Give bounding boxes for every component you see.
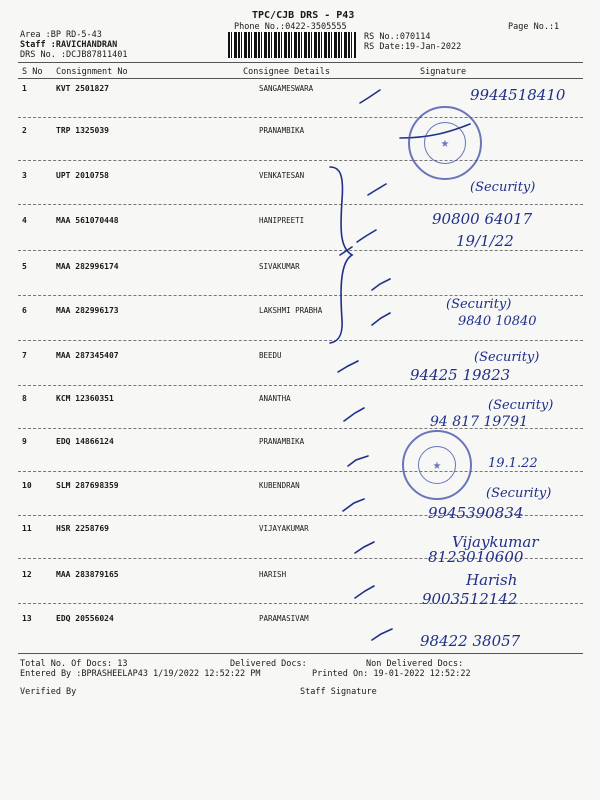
non-delivered-docs: Non Delivered Docs: <box>366 659 464 669</box>
rs-date: RS Date:19-Jan-2022 <box>364 42 462 52</box>
row-sno: 13 <box>22 614 32 623</box>
drs-title: TPC/CJB DRS - P43 <box>252 10 355 21</box>
handwritten-phone: 94 817 19791 <box>430 414 528 430</box>
row-sno: 2 <box>22 126 27 135</box>
row-sno: 7 <box>22 351 27 360</box>
row-consignment: KVT 2501827 <box>56 84 109 93</box>
row-consignee: PRANAMBIKA <box>259 437 305 446</box>
row-sno: 6 <box>22 306 27 315</box>
col-sno: S No <box>22 67 43 77</box>
row-consignment: HSR 2258769 <box>56 524 109 533</box>
seal-stamp: ★ <box>408 106 482 180</box>
row-consignee: PRANAMBIKA <box>259 126 305 135</box>
handwritten-note: (Security) <box>488 398 554 413</box>
row-consignment: MAA 283879165 <box>56 570 119 579</box>
check-mark <box>372 313 390 325</box>
printed-on: Printed On: 19-01-2022 12:52:22 <box>312 669 471 679</box>
check-mark <box>372 629 392 640</box>
delivered-docs: Delivered Docs: <box>230 659 307 669</box>
row-consignment: MAA 282996174 <box>56 262 119 271</box>
row-consignee: SIVAKUMAR <box>259 262 300 271</box>
handwritten-phone: 94425 19823 <box>410 366 511 384</box>
row-sno: 8 <box>22 394 27 403</box>
check-mark <box>372 279 390 290</box>
handwritten-phone: 9840 10840 <box>458 314 537 329</box>
area-label: Area :BP RD-5-43 <box>20 30 102 40</box>
staff-label: Staff :RAVICHANDRAN <box>20 40 118 50</box>
handwritten-note: (Security) <box>474 350 540 365</box>
handwritten-date: 19/1/22 <box>456 232 514 250</box>
row-sno: 5 <box>22 262 27 271</box>
row-consignment: UPT 2010758 <box>56 171 109 180</box>
row-consignment: MAA 561070448 <box>56 216 119 225</box>
row-consignee: ANANTHA <box>259 394 291 403</box>
row-sno: 12 <box>22 570 32 579</box>
handwritten-note: (Security) <box>446 297 512 312</box>
row-sno: 11 <box>22 524 32 533</box>
row-sno: 10 <box>22 481 32 490</box>
handwritten-note: (Security) <box>470 180 536 195</box>
drs-number: DRS No. :DCJB87811401 <box>20 50 128 60</box>
handwritten-note: (Security) <box>486 486 552 501</box>
row-sno: 3 <box>22 171 27 180</box>
check-mark <box>343 499 364 511</box>
handwritten-name: Vijaykumar <box>452 533 539 551</box>
row-consignee: PARAMASIVAM <box>259 614 309 623</box>
col-consignee: Consignee Details <box>243 67 330 77</box>
seal-stamp: ★ <box>402 430 472 500</box>
row-sno: 9 <box>22 437 27 446</box>
row-consignment: KCM 12360351 <box>56 394 114 403</box>
verified-by: Verified By <box>20 687 77 697</box>
row-consignee: LAKSHMI PRABHA <box>259 306 323 315</box>
row-consignment: MAA 282996173 <box>56 306 119 315</box>
row-consignment: SLM 287698359 <box>56 481 119 490</box>
row-sno: 4 <box>22 216 27 225</box>
page-number: Page No.:1 <box>508 22 560 32</box>
entered-by: Entered By :BPRASHEELAP43 1/19/2022 12:52:22 PM <box>20 669 261 679</box>
handwritten-date: 19.1.22 <box>488 456 538 471</box>
phone-number: Phone No.:0422-3505555 <box>234 22 347 32</box>
row-consignee: HANIPREETI <box>259 216 305 225</box>
check-mark <box>355 586 374 598</box>
handwritten-phone: 8123010600 <box>428 548 524 566</box>
handwritten-phone: 90800 64017 <box>432 210 533 228</box>
row-consignee: SANGAMESWARA <box>259 84 314 93</box>
staff-signature: Staff Signature <box>300 687 377 697</box>
total-docs: Total No. Of Docs: 13 <box>20 659 128 669</box>
handwritten-phone: 9003512142 <box>422 590 518 608</box>
col-signature: Signature <box>420 67 467 77</box>
handwritten-name: Harish <box>466 571 518 589</box>
row-consignee: HARISH <box>259 570 287 579</box>
check-mark <box>338 361 358 372</box>
row-consignment: EDQ 14866124 <box>56 437 114 446</box>
row-consignment: TRP 1325039 <box>56 126 109 135</box>
row-consignee: VENKATESAN <box>259 171 305 180</box>
check-mark <box>357 230 376 242</box>
row-sno: 1 <box>22 84 27 93</box>
check-mark <box>360 90 380 103</box>
row-consignee: VIJAYAKUMAR <box>259 524 309 533</box>
row-consignee: BEEDU <box>259 351 282 360</box>
row-consignment: MAA 287345407 <box>56 351 119 360</box>
handwritten-phone: 98422 38057 <box>420 632 521 650</box>
row-consignment: EDQ 20556024 <box>56 614 114 623</box>
check-mark <box>348 456 368 466</box>
rs-number: RS No.:070114 <box>364 32 431 42</box>
check-mark <box>368 184 386 195</box>
check-mark <box>344 408 364 421</box>
check-mark <box>355 542 374 553</box>
handwritten-phone: 9944518410 <box>470 86 566 104</box>
row-consignee: KUBENDRAN <box>259 481 300 490</box>
col-consignment: Consignment No <box>56 67 128 77</box>
handwritten-phone: 9945390834 <box>428 504 524 522</box>
